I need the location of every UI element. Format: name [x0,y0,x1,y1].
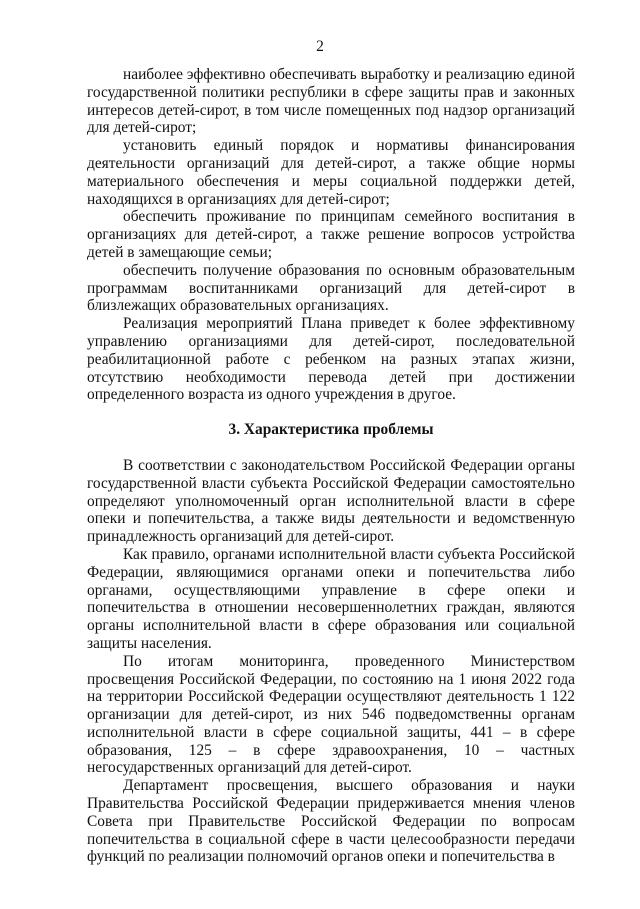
paragraph: Реализация мероприятий Плана приведет к более эффективному управлению организациями для детей-сирот, последовательной реабилитационной работе с ребенком на разных этапах жизни, отсутствию необходимости перевода детей при достижении определенного возраста из одного учреждения в другое. [87,315,575,404]
paragraph: В соответствии с законодательством Российской Федерации органы государственной власти субъекта Российской Федерации самостоятельно определяют уполномоченный орган исполнительной власти в сфере опеки и попечительства, а также виды деятельности и ведомственную принадлежность организаций для детей-сирот. [87,456,575,546]
paragraph: обеспечить получение образования по основным образовательным программам воспитанниками организаций для детей-сирот в близлежащих образовательных организациях. [87,261,575,315]
section-heading: 3. Характеристика проблемы [228,421,434,439]
paragraph: Как правило, органами исполнительной власти субъекта Российской Федерации, являющимися органами опеки и попечительства либо органами, осуществляющими управление в сфере опеки и попечительства в отношении несовершеннолетних граждан, являются органы исполнительной власти в сфере образования или социальной защиты населения. [87,545,575,652]
document-body [87,66,575,866]
paragraph: установить единый порядок и нормативы финансирования деятельности организаций для детей-сирот, а также общие нормы материального обеспечения и меры социальной поддержки детей, находящихся в организациях для детей-сирот; [87,137,575,208]
page-number: 2 [316,38,324,55]
paragraph: обеспечить проживание по принципам семейного воспитания в организациях для детей-сирот, а также решение вопросов устройства детей в замещающие семьи; [87,208,575,261]
paragraph: По итогам мониторинга, проведенного Министерством просвещения Российской Федерации, по состоянию на 1 июня 2022 года на территории Российской Федерации осуществляют деятельность 1 122 организации для детей-сирот, из них 546 подведомственны органам исполнительной власти в сфере социальной защиты, 441 – в сфере образования, 125 – в сфере здравоохранения, 10 – частных негосударственных организаций для детей-сирот. [87,652,575,777]
paragraph: наиболее эффективно обеспечивать выработку и реализацию единой государственной политики республики в сфере защиты прав и законных интересов детей-сирот, в том числе помещенных под надзор организаций для детей-сирот; [87,66,575,137]
paragraph: Департамент просвещения, высшего образования и науки Правительства Российской Федерации придерживается мнения членов Совета при Правительстве Российской Федерации по вопросам попечительства в социальной сфере в части целесообразности передачи функций по реализации полномочий органов опеки и попечительства в [87,777,575,866]
